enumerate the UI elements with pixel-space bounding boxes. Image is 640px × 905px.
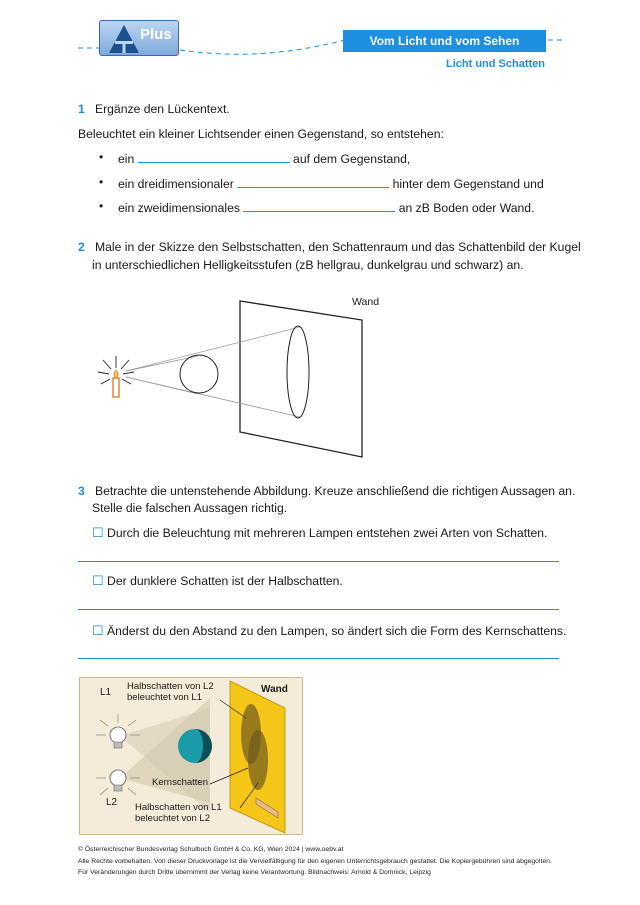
statement-3-text: Änderst du den Abstand zu den Lampen, so ändert sich die Form des Kernschattens. xyxy=(107,624,567,638)
halb-l1-line2: beleuchtet von L2 xyxy=(135,813,211,824)
shadow-figure xyxy=(79,677,303,835)
lamp-l2-icon xyxy=(110,770,126,791)
item-2-blank[interactable] xyxy=(237,176,389,188)
item-1-before: ein xyxy=(118,152,135,166)
wall-shape xyxy=(240,301,362,457)
figure-l1-label: L1 xyxy=(100,687,112,698)
shadow-sketch-diagram xyxy=(90,292,390,462)
statement-3 xyxy=(92,623,566,639)
sphere xyxy=(180,355,218,393)
bullet-3: • xyxy=(99,199,104,213)
logo-text: Plus xyxy=(140,26,172,43)
figure-halb-l2-label xyxy=(127,681,214,703)
figure-kern-label: Kernschatten xyxy=(152,777,208,788)
task3-number: 3 xyxy=(78,484,85,498)
task2-number: 2 xyxy=(78,240,85,254)
task1-heading xyxy=(78,101,230,117)
task1-item-3 xyxy=(118,200,534,216)
statement-3-checkbox[interactable]: ☐ xyxy=(92,623,104,638)
item-2-after: hinter dem Gegenstand und xyxy=(392,177,544,191)
item-1-blank[interactable] xyxy=(138,151,290,163)
candle-light-icon xyxy=(98,356,134,397)
figure-l2-label: L2 xyxy=(106,797,118,808)
statement-1 xyxy=(92,525,547,541)
answer-line-3[interactable] xyxy=(78,658,559,659)
statement-1-checkbox[interactable]: ☐ xyxy=(92,525,104,540)
header-band-title: Vom Licht und vom Sehen xyxy=(343,30,546,52)
task3-line1 xyxy=(78,483,575,499)
figure-halb-l1-label xyxy=(135,802,222,824)
halb-l2-line2: beleuchtet von L1 xyxy=(127,692,203,703)
answer-line-1[interactable] xyxy=(78,561,559,562)
footer-rights: Alle Rechte vorbehalten. Von dieser Druckvorlage ist die Vervielfältigung für den eigenen Unterrichtsgebrauch gestattet. Die Kopiergebühren sind abgegolten. xyxy=(78,858,552,865)
footer-copyright: © Österreichischer Bundesverlag Schulbuch GmbH & Co. KG, Wien 2024 | www.oebv.at xyxy=(78,846,344,853)
task1-intro: Beleuchtet ein kleiner Lichtsender einen Gegenstand, so entstehen: xyxy=(78,127,444,141)
task2-line2: in unterschiedlichen Helligkeitsstufen (zB hellgrau, dunkelgrau und schwarz) an. xyxy=(92,258,524,272)
task2-line1 xyxy=(78,239,581,255)
bullet-2: • xyxy=(99,175,104,189)
figure-wall-label: Wand xyxy=(261,684,288,695)
logo xyxy=(99,20,179,56)
task1-instruction: Ergänze den Lückentext. xyxy=(94,102,230,116)
answer-line-2[interactable] xyxy=(78,609,559,610)
task2-text1: Male in der Skizze den Selbstschatten, den Schattenraum und das Schattenbild der Kugel xyxy=(94,240,581,254)
task3-line2: Stelle die falschen Aussagen richtig. xyxy=(92,501,288,515)
item-3-after: an zB Boden oder Wand. xyxy=(398,201,535,215)
bullet-1: • xyxy=(99,150,104,164)
header-subtitle: Licht und Schatten xyxy=(446,58,545,70)
task1-item-1 xyxy=(118,151,410,167)
footer-credits: Für Veränderungen durch Dritte übernimmt der Verlag keine Verantwortung. Bildnachweis: Arnold & Domnick, Leipzig xyxy=(78,869,431,876)
item-3-before: ein zweidimensionales xyxy=(118,201,240,215)
task1-number: 1 xyxy=(78,102,85,116)
halb-l2-line1: Halbschatten von L2 xyxy=(127,681,214,692)
task1-item-2 xyxy=(118,176,544,192)
task3-text1: Betrachte die untenstehende Abbildung. Kreuze anschließend die richtigen Aussagen an. xyxy=(94,484,576,498)
statement-2 xyxy=(92,573,343,589)
logo-triangle-icon xyxy=(108,24,140,54)
statement-2-text: Der dunklere Schatten ist der Halbschatten. xyxy=(107,574,343,588)
statement-2-checkbox[interactable]: ☐ xyxy=(92,573,104,588)
item-1-after: auf dem Gegenstand, xyxy=(293,152,411,166)
item-3-blank[interactable] xyxy=(243,200,395,212)
lamp-l1-icon xyxy=(110,727,126,748)
diagram-wall-label: Wand xyxy=(352,296,380,308)
halb-l1-line1: Halbschatten von L1 xyxy=(135,802,222,813)
shadow-image-ellipse xyxy=(287,326,309,418)
item-2-before: ein dreidimensionaler xyxy=(118,177,234,191)
statement-1-text: Durch die Beleuchtung mit mehreren Lampen entstehen zwei Arten von Schatten. xyxy=(107,526,548,540)
